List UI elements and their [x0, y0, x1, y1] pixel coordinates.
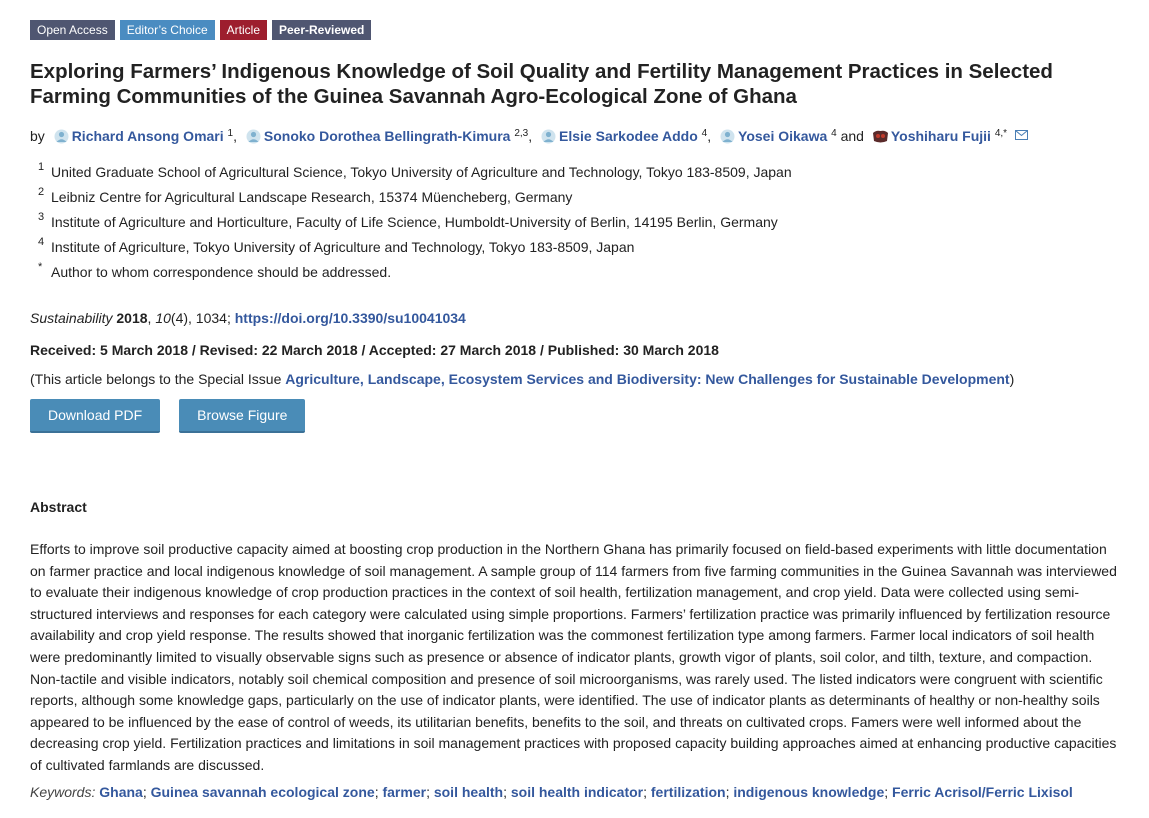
author-entry[interactable]	[241, 128, 528, 144]
author-entry[interactable]	[536, 128, 707, 144]
affiliation-item	[30, 159, 1122, 184]
author-entry[interactable]	[49, 128, 233, 144]
keyword-link[interactable]: Ghana	[99, 783, 143, 800]
affiliation-item	[30, 209, 1122, 234]
affiliation-list	[30, 159, 1122, 284]
keyword-link[interactable]: Guinea savannah ecological zone	[150, 783, 375, 800]
author-affiliation-sup: 4	[831, 128, 837, 139]
keyword-link[interactable]: Ferric Acrisol/Ferric Lixisol	[892, 783, 1073, 800]
author-separator: ,	[528, 128, 533, 144]
author-entry[interactable]	[715, 128, 837, 144]
abstract-heading: Abstract	[30, 499, 87, 515]
author-name[interactable]: Elsie Sarkodee Addo	[559, 128, 698, 144]
affiliation-item	[30, 184, 1122, 209]
affiliation-number: 1	[38, 161, 45, 173]
author-profile-icon	[53, 129, 70, 144]
action-buttons	[30, 399, 1122, 433]
affiliation-item	[30, 259, 1122, 284]
article-type-badge: Article	[220, 20, 267, 40]
affiliation-text: United Graduate School of Agricultural Science, Tokyo University of Agriculture and Technology, Tokyo 183-8509, Japan	[51, 163, 792, 180]
keyword-link[interactable]: fertilization	[650, 783, 726, 800]
citation-issue-pages: (4), 1034;	[170, 310, 231, 326]
by-label: by	[30, 128, 45, 144]
author-name[interactable]: Richard Ansong Omari	[71, 128, 224, 144]
publication-dates: Received: 5 March 2018 / Revised: 22 March 2018 / Accepted: 27 March 2018 / Published: 30 March 2018	[30, 342, 719, 358]
keyword-link[interactable]: farmer	[382, 783, 427, 800]
keywords-label: Keywords:	[30, 783, 96, 800]
badge-row	[30, 20, 1122, 40]
download-pdf-button[interactable]: Download PDF	[30, 399, 160, 433]
citation: Sustainability 2018, 10(4), 1034; https://doi.org/10.3390/su10041034	[30, 310, 466, 326]
author-entry[interactable]	[868, 128, 1007, 144]
author-profile-icon	[245, 129, 262, 144]
affiliation-number: 3	[38, 211, 45, 223]
journal-name: Sustainability	[30, 310, 113, 326]
open-access-badge[interactable]: Open Access	[30, 20, 115, 40]
author-photo-icon	[872, 129, 889, 144]
keyword-link[interactable]: soil health	[433, 783, 504, 800]
author-affiliation-sup: 4	[701, 128, 708, 139]
article-title: Exploring Farmers’ Indigenous Knowledge of Soil Quality and Fertility Management Practices in Selected Farming Communities of the Guinea Savannah Agro-Ecological Zone of Ghana	[30, 60, 1053, 108]
citation-year: 2018	[116, 310, 148, 326]
affiliation-number: *	[38, 261, 43, 273]
author-profile-icon	[719, 129, 736, 144]
affiliation-number: 4	[38, 236, 45, 248]
special-issue-suffix: )	[1009, 371, 1015, 387]
doi-link[interactable]: https://doi.org/10.3390/su10041034	[234, 310, 466, 326]
author-separator: and	[836, 128, 864, 144]
affiliation-text: Institute of Agriculture, Tokyo University of Agriculture and Technology, Tokyo 183-8509, Japan	[51, 238, 635, 255]
affiliation-text: Leibniz Centre for Agricultural Landscape Research, 15374 Müencheberg, Germany	[51, 188, 573, 205]
peer-reviewed-badge[interactable]: Peer-Reviewed	[272, 20, 371, 40]
author-affiliation-sup: 1	[227, 128, 234, 139]
author-affiliation-sup: 4,*	[994, 128, 1008, 139]
author-list	[30, 125, 1122, 145]
keywords: Keywords: Ghana; Guinea savannah ecological zone; farmer; soil health; soil health indicator; fertilization; indigenous knowledge; Ferric Acrisol/Ferric Lixisol	[30, 783, 1073, 800]
special-issue-note	[30, 371, 1122, 387]
author-name[interactable]: Yosei Oikawa	[738, 128, 828, 144]
author-name[interactable]: Sonoko Dorothea Bellingrath-Kimura	[263, 128, 511, 144]
special-issue-prefix: (This article belongs to the Special Issue	[30, 371, 286, 387]
author-separator: ,	[233, 128, 237, 144]
affiliation-item	[30, 234, 1122, 259]
article-header	[30, 20, 1122, 803]
citation-volume: 10	[155, 310, 171, 326]
special-issue-link[interactable]: Agriculture, Landscape, Ecosystem Services and Biodiversity: New Challenges for Sustainable Development	[285, 371, 1010, 387]
keyword-link[interactable]: soil health indicator	[510, 783, 644, 800]
author-profile-icon	[540, 129, 557, 144]
keyword-link[interactable]: indigenous knowledge	[733, 783, 885, 800]
author-separator: ,	[707, 128, 712, 144]
author-affiliation-sup: 2,3	[514, 128, 529, 139]
author-name[interactable]: Yoshiharu Fujii	[890, 128, 991, 144]
envelope-icon[interactable]	[1015, 130, 1028, 140]
affiliation-text: Author to whom correspondence should be addressed.	[51, 263, 392, 280]
editors-choice-badge[interactable]: Editor’s Choice	[120, 20, 215, 40]
affiliation-number: 2	[38, 186, 45, 198]
browse-figure-button[interactable]: Browse Figure	[179, 399, 305, 433]
affiliation-text: Institute of Agriculture and Horticulture, Faculty of Life Science, Humboldt-University of Berlin, 14195 Berlin, Germany	[51, 213, 778, 230]
abstract-text: Efforts to improve soil productive capacity aimed at boosting crop production in the Northern Ghana has primarily focused on field-based experiments with little documentation on farmer practice and local indigenous knowledge of soil management. A sample group of 114 farmers from five farming communities in the Guinea Savannah was interviewed to evaluate their indigenous knowledge of crop production practices in the context of soil health, fertilization management, and crop yield. Data were collected using semi-structured interviews and responses for each category were calculated using simple proportions. Farmers’ fertilization practice was primarily influenced by fertilization resource availability and crop yield response. The results showed that inorganic fertilization was the commonest fertilization type among farmers. Farmer local indicators of soil health were predominantly limited to visually observable signs such as presence or absence of indicator plants, growth vigor of plants, soil color, and tilth, texture, and compaction. Non-tactile and visible indicators, notably soil chemical composition and presence of soil microorganisms, was rarely used. The listed indicators were congruent with scientific reports, although some knowledge gaps, particularly on the use of indicator plants, were identified. The use of indicator plants as determinants of healthy or non-healthy soils appeared to be influenced by the ease of control of weeds, its utilitarian benefits, benefits to the soil, and threats on cultivated crops. Famers were well informed about the decreasing crop yield. Fertilization practices and limitations in soil management practices with proposed capacity building approaches aimed at enhancing productive capacities of cultivated farmlands are discussed.	[30, 541, 1117, 773]
